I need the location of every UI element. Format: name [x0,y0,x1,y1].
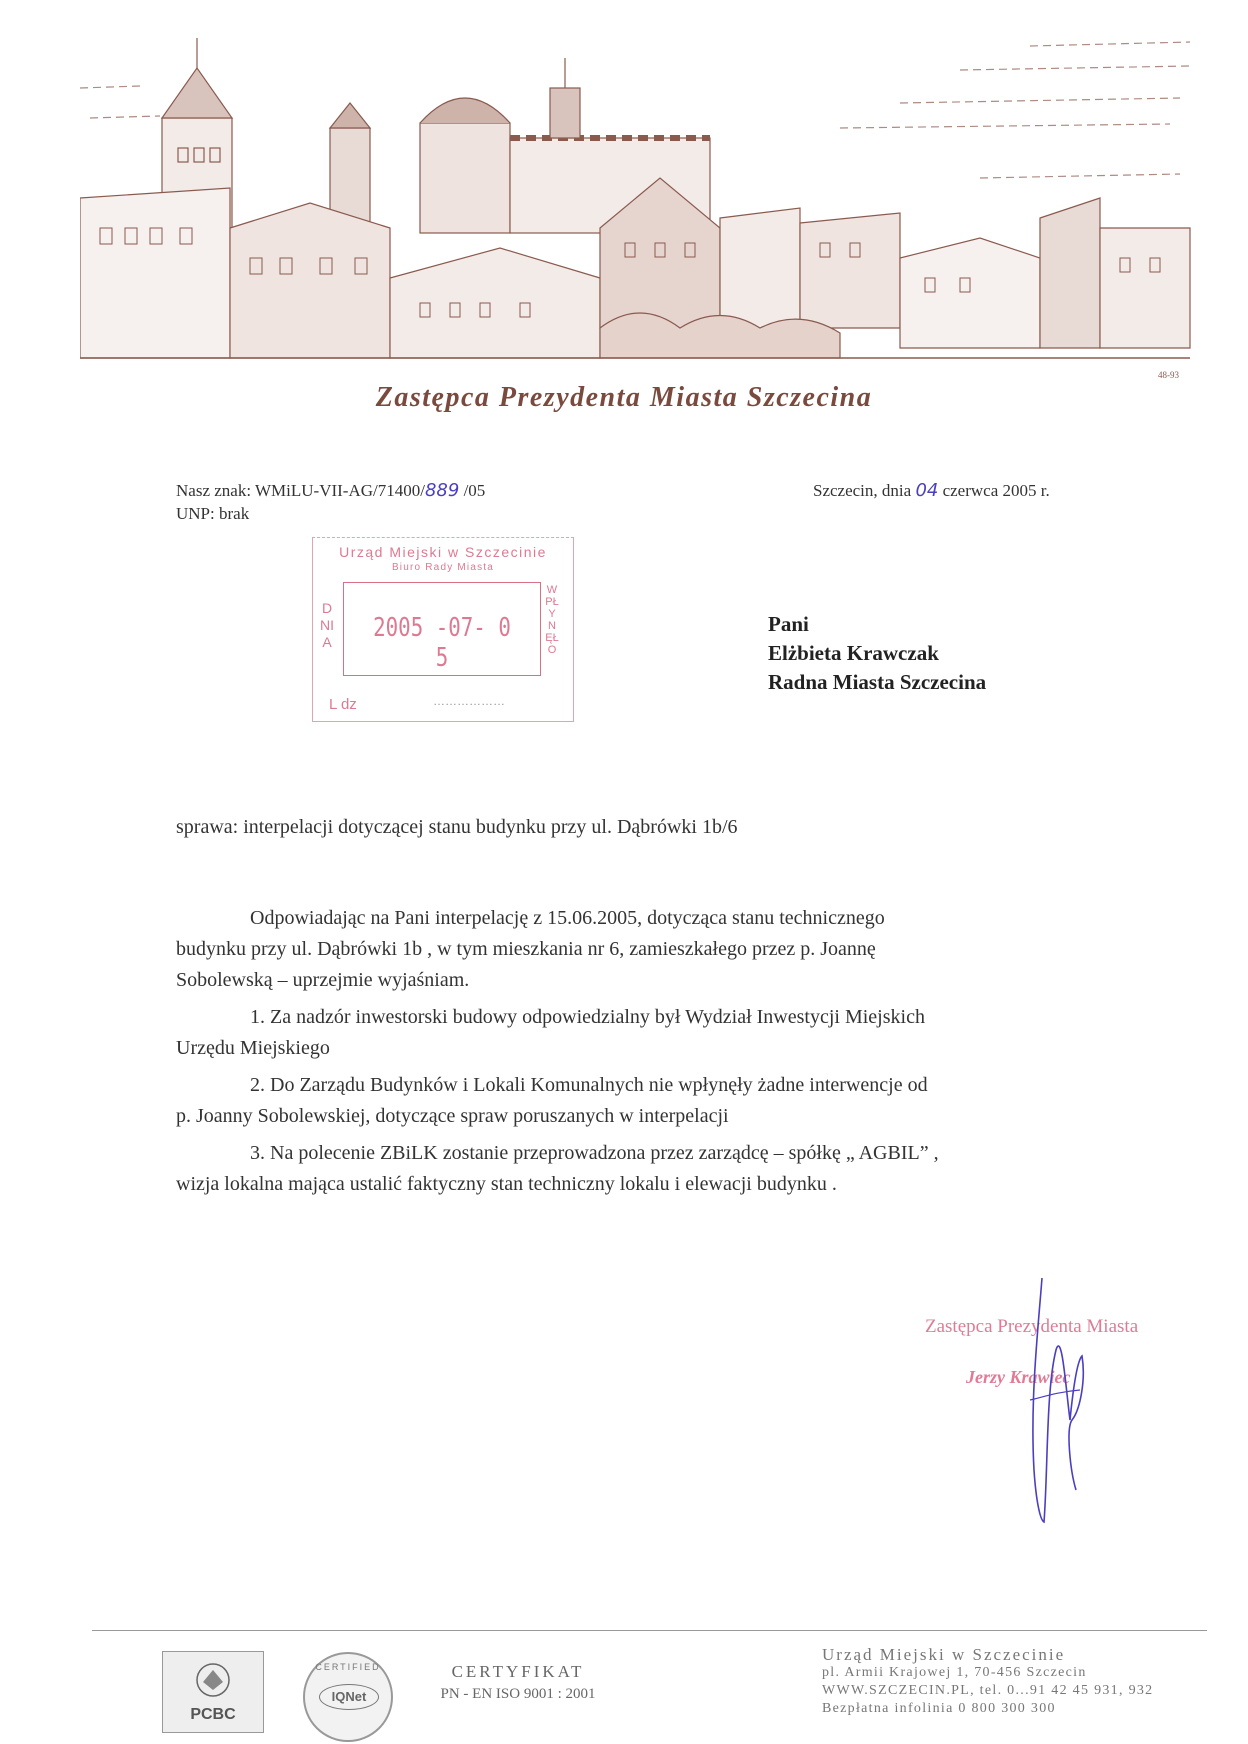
stamp-ldz: L dz [329,696,357,713]
iqnet-ring-text: CERTIFIED [315,1662,381,1672]
unp-line: UNP: brak [176,504,250,523]
date-line [813,480,1050,501]
recipient-role: Radna Miasta Szczecina [768,670,987,694]
office-title: Zastępca Prezydenta Miasta Szczecina [375,382,873,413]
iqnet-label: IQNet [319,1684,379,1710]
date-prefix: Szczecin, dnia [813,481,912,500]
received-stamp [312,537,574,722]
item-2-line-1: 2. Do Zarządu Budynków i Lokali Komunalnych nie wpłynęły żadne interwencje od [250,1074,928,1096]
eagle-emblem-icon [191,1660,235,1700]
item-3-line-1: 3. Na polecenie ZBiLK zostanie przeprowadzona przez zarządcę – spółkę „ AGBIL” , [250,1142,939,1164]
nasz-znak-handwritten: 889 [424,480,460,501]
stamp-wplynelo: WPŁYNĘŁO [545,584,559,656]
date-suffix: czerwca 2005 r. [942,481,1050,500]
handwritten-signature [1000,1270,1110,1530]
stamp-date: 2005 -07- 0 5 [373,613,511,673]
date-day-handwritten: 04 [915,480,939,501]
stamp-dnia: DNIA [320,600,334,650]
footer-contact [822,1646,1153,1718]
stamp-date-box [343,582,541,676]
stamp-office: Urząd Miejski w Szczecinie [339,544,547,560]
reference-line [176,480,485,501]
footer-divider [92,1630,1207,1631]
recipient-block [768,610,986,697]
stamp-department: Biuro Rady Miasta [391,562,495,573]
intro-line-3: Sobolewską – uprzejmie wyjaśniam. [176,969,470,991]
letter-body [176,903,1122,1200]
pcbc-certificate-logo [162,1651,264,1733]
item-3-line-2: wizja lokalna mająca ustalić faktyczny stan techniczny lokalu i elewacji budynku . [176,1173,837,1195]
recipient-name: Elżbieta Krawczak [768,641,939,665]
footer-web-tel: WWW.SZCZECIN.PL, tel. 0...91 42 45 931, 932 [822,1683,1154,1698]
stamp-dots: ……………… [433,694,505,708]
intro-line-1: Odpowiadając na Pani interpelację z 15.06.2005, dotycząca stanu technicznego [250,907,885,929]
signature-title: Zastępca Prezydenta Miasta [925,1316,1139,1337]
footer-hotline: Bezpłatna infolinia 0 800 300 300 [822,1701,1056,1716]
nasz-znak-suffix: /05 [463,481,486,500]
iqnet-certificate-logo [303,1652,393,1742]
recipient-salutation: Pani [768,612,809,636]
city-skyline-illustration [80,28,1210,388]
footer-address: pl. Armii Krajowej 1, 70-456 Szczecin [822,1665,1087,1680]
pcbc-label: PCBC [190,1706,236,1723]
footer-office: Urząd Miejski w Szczecinie [822,1645,1066,1664]
item-1-line-1: 1. Za nadzór inwestorski budowy odpowiedzialny był Wydział Inwestycji Miejskich [250,1006,925,1028]
item-2-line-2: p. Joanny Sobolewskiej, dotyczące spraw poruszanych w interpelacji [176,1105,729,1127]
signature-name: Jerzy Krawiec [966,1367,1071,1387]
nasz-znak: Nasz znak: WMiLU-VII-AG/71400/ [176,481,425,500]
item-1-line-2: Urzędu Miejskiego [176,1037,330,1059]
artist-mark: 48-93 [1158,370,1179,380]
cert-title: CERTYFIKAT [451,1662,585,1681]
intro-line-2: budynku przy ul. Dąbrówki 1b , w tym mieszkania nr 6, zamieszkałego przez p. Joannę [176,938,876,960]
cert-norm: PN - EN ISO 9001 : 2001 [440,1686,596,1702]
subject-line: sprawa: interpelacji dotyczącej stanu budynku przy ul. Dąbrówki 1b/6 [176,816,738,838]
